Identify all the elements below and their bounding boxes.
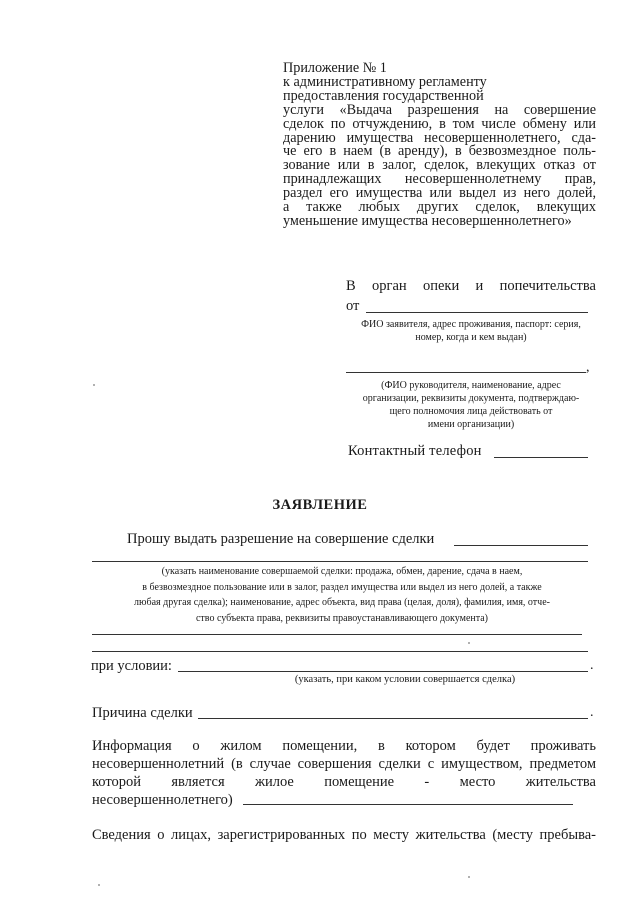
from-label: от (346, 298, 360, 314)
hint-line: в безвозмездное пользование или в залог, раздел имущества или выдел из него долей, а также (142, 581, 542, 593)
appendix-line: дарению имущества несовершеннолетнего, сда- (283, 129, 596, 146)
appendix-line: принадлежащих несовершеннолетнему прав, (283, 171, 596, 188)
appendix-line: зование или в залог, сделок, влекущих отказ от (283, 157, 596, 174)
deal-field-line2[interactable] (92, 561, 588, 562)
organization-field[interactable] (346, 372, 586, 373)
appendix-line: а также любых других сделок, влекущих (283, 199, 596, 216)
registered-line: Сведения о лицах, зарегистрированных по месту жительства (месту пребыва- (92, 827, 596, 843)
from-hint (346, 318, 596, 344)
appendix-header (283, 62, 596, 229)
hint-line: (указать наименование совершаемой сделки: продажа, обмен, дарение, сдача в наем, (161, 566, 523, 577)
addressee-block (346, 278, 596, 295)
appendix-line: сделок по отчуждению, в том числе обмену или (283, 115, 596, 132)
hint-line: номер, когда и кем выдан) (415, 332, 527, 343)
hint-line: организации, реквизиты документа, подтверждаю- (362, 393, 580, 404)
hint-line: ство субъекта права, реквизиты правоустанавливающего документа) (195, 612, 489, 624)
housing-line: несовершеннолетнего) (92, 792, 233, 808)
housing-info (92, 737, 596, 809)
scan-speck (93, 384, 95, 386)
deal-field[interactable] (454, 545, 588, 546)
condition-hint: (указать, при каком условии совершается сделка) (294, 674, 516, 685)
comma: , (586, 360, 590, 375)
appendix-line: уменьшение имущества несовершеннолетнего» (283, 212, 572, 229)
housing-field[interactable] (243, 804, 573, 805)
request-text: Прошу выдать разрешение на совершение сделки (127, 531, 435, 547)
scan-speck (468, 876, 470, 878)
appendix-line: услуги «Выдача разрешения на совершение (283, 101, 596, 118)
reason-label: Причина сделки (92, 705, 193, 721)
appendix-line: Приложение № 1 (283, 60, 387, 76)
housing-line: Информация о жилом помещении, в котором будет проживать (92, 738, 596, 754)
phone-field[interactable] (494, 457, 588, 458)
scan-speck (468, 642, 470, 644)
condition-field[interactable] (178, 671, 588, 672)
deal-hint (90, 564, 594, 626)
deal-field-line3[interactable] (92, 634, 582, 635)
appendix-line: к административному регламенту (283, 73, 487, 90)
housing-line: которой является жилое помещение - место жительства (92, 774, 596, 790)
hint-line: любая другая сделка); наименование, адрес объекта, вид права (целая, доля), фамилия, имя, отче- (134, 597, 550, 608)
housing-line: несовершеннолетний (в случае совершения сделки с имуществом, предметом (92, 756, 596, 772)
deal-field-line4[interactable] (92, 651, 588, 652)
from-field[interactable] (366, 312, 588, 313)
appendix-line: предоставления государственной (283, 87, 484, 104)
appendix-line: че его в наем (в аренду), в безвозмездное поль- (283, 143, 596, 160)
registered-info (92, 826, 596, 844)
document-title: ЗАЯВЛЕНИЕ (272, 497, 368, 513)
hint-line: ФИО заявителя, адрес проживания, паспорт: серия, (361, 319, 581, 330)
scan-speck (98, 884, 100, 886)
hint-line: щего полномочия лица действовать от (389, 406, 553, 417)
condition-end: . (590, 658, 594, 673)
reason-end: . (590, 705, 594, 720)
condition-label: при условии: (91, 658, 172, 674)
to-organ: В орган опеки и попечительства (346, 278, 596, 294)
appendix-line: раздел его имущества или выдел из него долей, (283, 185, 596, 202)
hint-line: (ФИО руководителя, наименование, адрес (381, 380, 561, 391)
reason-field[interactable] (198, 718, 588, 719)
hint-line: имени организации) (427, 419, 515, 430)
phone-label: Контактный телефон (348, 443, 482, 459)
organization-hint (346, 379, 596, 431)
